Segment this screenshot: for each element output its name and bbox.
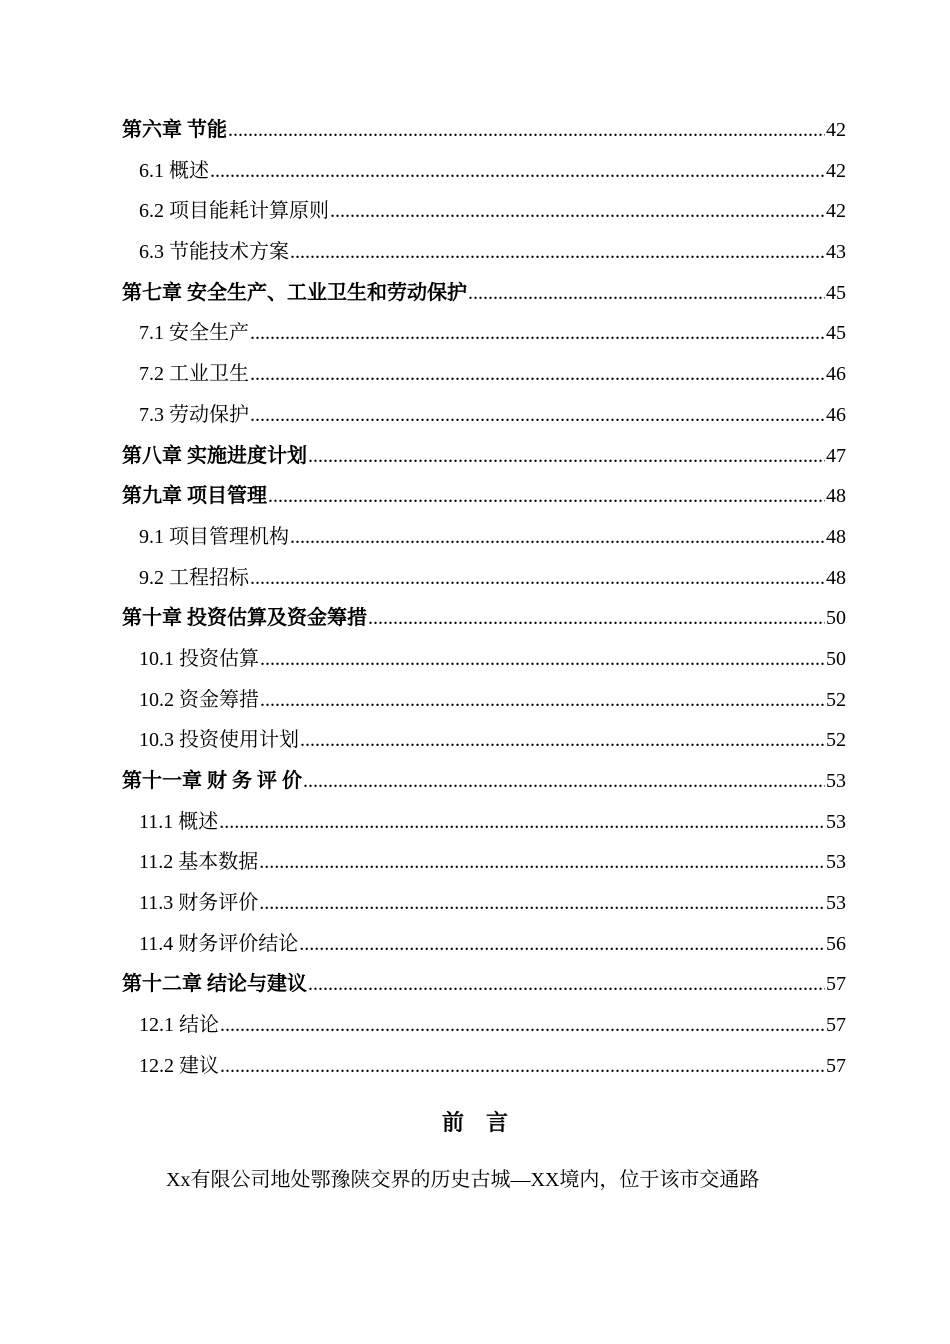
dot-leader bbox=[308, 436, 825, 477]
dot-leader bbox=[308, 964, 825, 1005]
dot-leader bbox=[299, 924, 825, 965]
toc-page-number: 45 bbox=[826, 281, 846, 304]
preface-heading: 前言 bbox=[441, 1110, 530, 1135]
toc-page-number: 57 bbox=[826, 973, 846, 996]
toc-page-number: 42 bbox=[826, 159, 846, 182]
toc-entry-title: 第十一章 财 务 评 价 bbox=[122, 770, 302, 792]
dot-leader bbox=[260, 639, 825, 680]
toc-section-entry[interactable] bbox=[122, 232, 846, 273]
toc-entry-title: 11.4 财务评价结论 bbox=[139, 932, 299, 955]
toc-entry-title: 7.1 安全生产 bbox=[139, 322, 249, 345]
dot-leader bbox=[250, 558, 825, 599]
toc-page-number: 53 bbox=[826, 851, 846, 874]
toc-entry-title: 6.1 概述 bbox=[139, 159, 209, 182]
dot-leader bbox=[268, 476, 825, 517]
dot-leader bbox=[290, 517, 825, 558]
toc-entry-title: 11.1 概述 bbox=[139, 810, 219, 833]
toc-entry-title: 9.2 工程招标 bbox=[139, 566, 249, 589]
toc-section-entry[interactable] bbox=[122, 883, 846, 924]
toc-chapter-entry[interactable] bbox=[122, 964, 846, 1005]
toc-entry-title: 10.3 投资使用计划 bbox=[139, 729, 299, 752]
dot-leader bbox=[259, 842, 825, 883]
toc-entry-title: 第七章 安全生产、工业卫生和劳动保护 bbox=[122, 281, 467, 304]
toc-entry-title: 7.3 劳动保护 bbox=[139, 403, 249, 426]
toc-entry-title: 7.2 工业卫生 bbox=[139, 363, 249, 386]
dot-leader bbox=[330, 191, 825, 232]
toc-section-entry[interactable] bbox=[122, 558, 846, 599]
toc-entry-title: 6.2 项目能耗计算原则 bbox=[139, 200, 329, 223]
toc-chapter-entry[interactable] bbox=[122, 476, 846, 517]
toc-page-number: 46 bbox=[826, 403, 846, 426]
toc-page-number: 57 bbox=[826, 1014, 846, 1037]
toc-page-number: 50 bbox=[826, 607, 846, 630]
toc-section-entry[interactable] bbox=[122, 354, 846, 395]
toc-entry-title: 第八章 实施进度计划 bbox=[122, 444, 307, 467]
dot-leader bbox=[368, 598, 825, 639]
dot-leader bbox=[259, 883, 825, 924]
toc-page-number: 50 bbox=[826, 647, 846, 670]
toc-entry-title: 12.2 建议 bbox=[139, 1054, 219, 1077]
dot-leader bbox=[220, 1005, 825, 1046]
toc-section-entry[interactable] bbox=[122, 517, 846, 558]
dot-leader bbox=[250, 354, 825, 395]
dot-leader bbox=[219, 802, 825, 843]
toc-chapter-entry[interactable] bbox=[122, 436, 846, 477]
toc-page-number: 53 bbox=[826, 892, 846, 915]
toc-section-entry[interactable] bbox=[122, 1046, 846, 1087]
toc-page-number: 52 bbox=[826, 688, 846, 711]
toc-section-entry[interactable] bbox=[122, 802, 846, 843]
toc-page-number: 43 bbox=[826, 241, 846, 264]
dot-leader bbox=[290, 232, 825, 273]
toc-section-entry[interactable] bbox=[122, 191, 846, 232]
dot-leader bbox=[210, 151, 825, 192]
dot-leader bbox=[260, 680, 825, 721]
toc-section-entry[interactable] bbox=[122, 1005, 846, 1046]
toc-chapter-entry[interactable] bbox=[122, 110, 846, 151]
toc-section-entry[interactable] bbox=[122, 395, 846, 436]
toc-page-number: 45 bbox=[826, 322, 846, 345]
preface-paragraph: Xx有限公司地处鄂豫陕交界的历史古城—XX境内，位于该市交通路 bbox=[166, 1169, 760, 1191]
table-of-contents bbox=[122, 110, 846, 1087]
toc-section-entry[interactable] bbox=[122, 639, 846, 680]
toc-page-number: 53 bbox=[826, 810, 846, 833]
toc-entry-title: 10.1 投资估算 bbox=[139, 647, 259, 670]
toc-section-entry[interactable] bbox=[122, 720, 846, 761]
dot-leader bbox=[250, 395, 825, 436]
toc-entry-title: 11.2 基本数据 bbox=[139, 851, 259, 874]
toc-entry-title: 第十二章 结论与建议 bbox=[122, 973, 307, 996]
toc-page-number: 48 bbox=[826, 566, 846, 589]
toc-page-number: 57 bbox=[826, 1054, 846, 1077]
toc-page-number: 46 bbox=[826, 363, 846, 386]
toc-section-entry[interactable] bbox=[122, 313, 846, 354]
toc-page-number: 42 bbox=[826, 119, 846, 141]
toc-page-number: 42 bbox=[826, 200, 846, 223]
toc-entry-title: 10.2 资金筹措 bbox=[139, 688, 259, 711]
dot-leader bbox=[468, 273, 825, 314]
toc-page-number: 53 bbox=[826, 770, 846, 792]
toc-section-entry[interactable] bbox=[122, 924, 846, 965]
toc-page-number: 56 bbox=[826, 932, 846, 955]
dot-leader bbox=[250, 313, 825, 354]
toc-entry-title: 第六章 节能 bbox=[122, 119, 227, 141]
toc-entry-title: 第十章 投资估算及资金筹措 bbox=[122, 607, 367, 630]
toc-entry-title: 9.1 项目管理机构 bbox=[139, 525, 289, 548]
toc-page-number: 47 bbox=[826, 444, 846, 467]
toc-section-entry[interactable] bbox=[122, 842, 846, 883]
dot-leader bbox=[303, 761, 825, 802]
toc-page-number: 48 bbox=[826, 525, 846, 548]
dot-leader bbox=[228, 110, 825, 151]
toc-chapter-entry[interactable] bbox=[122, 273, 846, 314]
toc-page-number: 52 bbox=[826, 729, 846, 752]
toc-chapter-entry[interactable] bbox=[122, 761, 846, 802]
toc-entry-title: 11.3 财务评价 bbox=[139, 892, 259, 915]
toc-entry-title: 6.3 节能技术方案 bbox=[139, 241, 289, 264]
toc-section-entry[interactable] bbox=[122, 680, 846, 721]
toc-chapter-entry[interactable] bbox=[122, 598, 846, 639]
dot-leader bbox=[300, 720, 825, 761]
toc-page-number: 48 bbox=[826, 485, 846, 508]
toc-entry-title: 第九章 项目管理 bbox=[122, 485, 267, 508]
dot-leader bbox=[220, 1046, 825, 1087]
toc-section-entry[interactable] bbox=[122, 151, 846, 192]
toc-entry-title: 12.1 结论 bbox=[139, 1014, 219, 1037]
